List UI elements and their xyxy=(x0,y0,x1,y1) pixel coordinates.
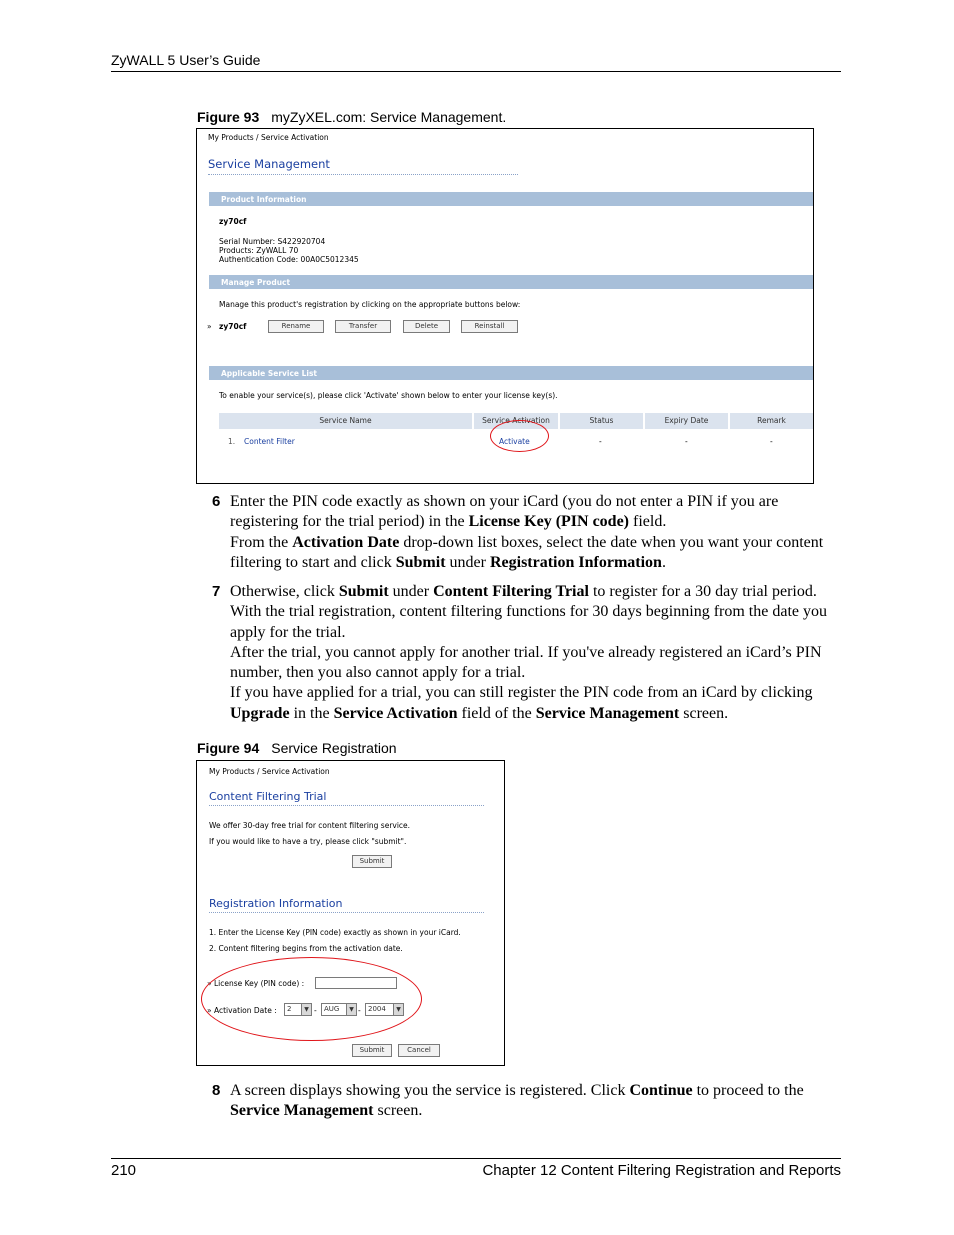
page-header-title: ZyWALL 5 User’s Guide xyxy=(111,52,261,68)
step-8-text: A screen displays showing you the service is registered. Click Continue to proceed to the Service Management screen. xyxy=(230,1082,804,1120)
header-rule xyxy=(111,71,841,72)
content-filtering-trial-title: Content Filtering Trial xyxy=(209,790,327,803)
cancel-button[interactable]: Cancel xyxy=(398,1044,440,1057)
col-remark: Remark xyxy=(730,413,813,429)
chevron-down-icon: ▼ xyxy=(393,1004,403,1015)
service-management-title: Service Management xyxy=(208,157,330,171)
chevron-down-icon: ▼ xyxy=(346,1004,356,1015)
manage-product-bar: Manage Product xyxy=(205,275,813,289)
registration-line-1: 1. Enter the License Key (PIN code) exactly as shown in your iCard. xyxy=(209,928,461,937)
content-filter-link[interactable]: Content Filter xyxy=(244,437,295,446)
service-management-screenshot xyxy=(196,128,814,484)
chapter-title: Chapter 12 Content Filtering Registration and Reports xyxy=(482,1162,841,1179)
step-6-text: Enter the PIN code exactly as shown on your iCard (you do not enter a PIN if you are registering for the trial period) in the License Key (PIN code) field. From the Activation Date drop-down list boxes, select the date when you want your content filtering to start and click Submit under Registration Information. xyxy=(230,493,824,571)
chevron-down-icon: ▼ xyxy=(301,1004,311,1015)
reinstall-button[interactable]: Reinstall xyxy=(461,320,518,333)
serial-number: Serial Number: S422920704 xyxy=(219,237,326,246)
col-expiry-date: Expiry Date xyxy=(645,413,728,429)
registration-submit-button[interactable]: Submit xyxy=(352,1044,392,1057)
product-information-bar: Product Information xyxy=(205,192,813,206)
delete-button[interactable]: Delete xyxy=(403,320,450,333)
step-8-number: 8 xyxy=(212,1082,221,1099)
trial-line-1: We offer 30-day free trial for content filtering service. xyxy=(209,821,411,830)
page-number: 210 xyxy=(111,1162,137,1179)
manage-instructions: Manage this product's registration by clicking on the appropriate buttons below: xyxy=(219,300,521,309)
activation-day-select[interactable]: 2 ▼ xyxy=(284,1003,312,1016)
figure-94-caption-text: Service Registration xyxy=(271,740,397,756)
device-name: zy70cf xyxy=(219,217,247,226)
trial-line-2: If you would like to have a try, please click "submit". xyxy=(209,837,407,846)
manage-device-name: zy70cf xyxy=(219,322,247,331)
date-separator-1: - xyxy=(314,1006,317,1015)
trial-title-underline xyxy=(209,805,484,806)
registration-information-title: Registration Information xyxy=(209,897,343,910)
activation-year-select[interactable]: 2004 ▼ xyxy=(365,1003,404,1016)
col-service-name: Service Name xyxy=(219,413,472,429)
products-label: Products: ZyWALL 70 xyxy=(219,246,299,255)
trial-submit-button[interactable]: Submit xyxy=(352,855,392,868)
figure-93-caption-text: myZyXEL.com: Service Management. xyxy=(271,109,507,125)
arrow-icon: » xyxy=(207,322,212,331)
transfer-button[interactable]: Transfer xyxy=(335,320,391,333)
breadcrumb: My Products / Service Activation xyxy=(209,767,330,776)
registration-highlight-circle xyxy=(201,957,422,1041)
row-expiry: - xyxy=(685,437,688,446)
row-remark: - xyxy=(770,437,773,446)
footer-rule xyxy=(111,1158,841,1159)
col-service-activation: Service Activation xyxy=(474,413,558,429)
service-instructions: To enable your service(s), please click 'Activate' shown below to enter your license key(s). xyxy=(219,391,558,400)
activate-highlight-circle xyxy=(490,420,549,452)
breadcrumb: My Products / Service Activation xyxy=(208,133,329,142)
service-registration-screenshot xyxy=(196,760,505,1066)
activation-month-select[interactable]: AUG ▼ xyxy=(321,1003,357,1016)
applicable-service-list-bar: Applicable Service List xyxy=(205,366,813,380)
figure-93-label: Figure 93 xyxy=(197,109,260,125)
registration-title-underline xyxy=(209,912,484,913)
date-separator-2: - xyxy=(358,1006,361,1015)
rename-button[interactable]: Rename xyxy=(268,320,324,333)
figure-94-label: Figure 94 xyxy=(197,740,260,756)
title-underline xyxy=(208,174,518,175)
row-index: 1. xyxy=(228,437,236,446)
figure-94-caption xyxy=(197,740,397,756)
activation-date-label: » Activation Date : xyxy=(207,1006,277,1015)
step-7-text: Otherwise, click Submit under Content Filtering Trial to register for a 30 day trial period. With the trial registration, content filtering functions for 30 days beginning from the date you apply for the trial. After the trial, you cannot apply for another trial. If you've already registered an iCard’s PIN number, then you also cannot apply for a trial. If you have applied for a trial, you can still register the PIN code from an iCard by clicking Upgrade in the Service Activation field of the Service Management screen. xyxy=(230,583,827,722)
figure-93-caption xyxy=(197,109,506,125)
step-6-number: 6 xyxy=(212,493,221,510)
authentication-code: Authentication Code: 00A0C5012345 xyxy=(219,255,359,264)
activate-link[interactable]: Activate xyxy=(499,437,530,446)
license-key-label: » License Key (PIN code) : xyxy=(207,979,305,988)
col-status: Status xyxy=(560,413,643,429)
step-7-number: 7 xyxy=(212,583,221,600)
row-status: - xyxy=(599,437,602,446)
registration-line-2: 2. Content filtering begins from the activation date. xyxy=(209,944,403,953)
